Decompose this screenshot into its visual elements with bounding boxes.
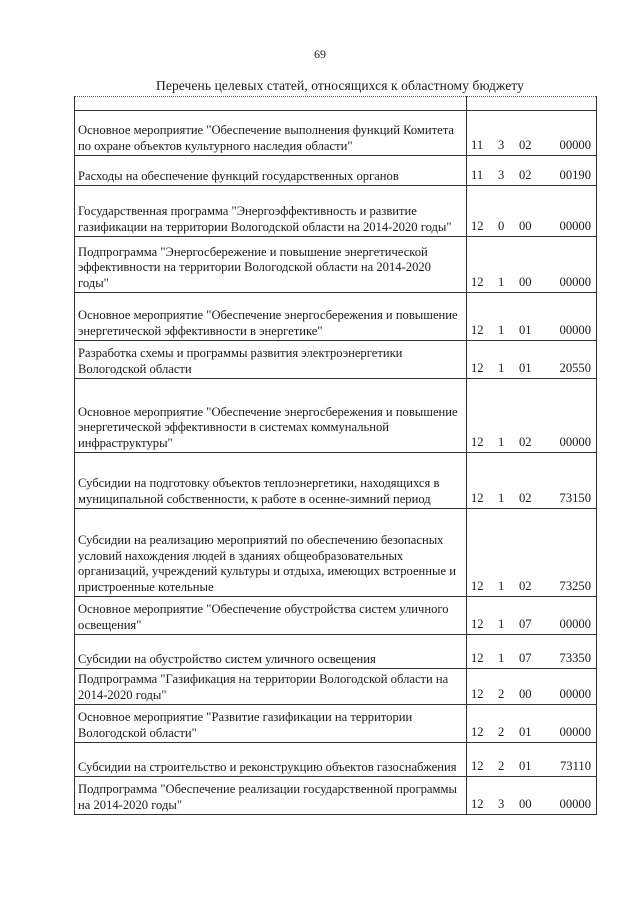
code-event: 01 [519, 758, 532, 773]
code-program: 11 [471, 167, 484, 182]
target-articles-table [74, 96, 597, 815]
code-program: 12 [471, 616, 484, 631]
row-name: Основное мероприятие "Обеспечение энергосбережения и повышение энергетической эффективности в системах коммунальной инфраструктуры" [75, 379, 467, 453]
code-subprogram: 0 [498, 218, 505, 233]
code-event: 01 [519, 322, 532, 337]
code-direction: 00000 [559, 686, 591, 701]
row-name: Государственная программа "Энергоэффективность и развитие газификации на территории Вологодской области на 2014-2020 годы" [75, 186, 467, 237]
row-name: Субсидии на реализацию мероприятий по обеспечению безопасных условий нахождения людей в зданиях общеобразовательных организаций, учреждений культуры и отдыха, имеющих встроенные и пристроенные котельные [75, 509, 467, 597]
code-event: 00 [519, 796, 532, 811]
code-direction: 00000 [559, 724, 591, 739]
code-subprogram: 3 [498, 137, 505, 152]
code-subprogram: 1 [498, 490, 505, 505]
table-row [75, 453, 597, 509]
code-event: 02 [519, 167, 532, 182]
table-row [75, 237, 597, 293]
row-name: Подпрограмма "Энергосбережение и повышение энергетической эффективности на территории Вологодской области на 2014-2020 годы" [75, 237, 467, 293]
table-row [75, 705, 597, 743]
code-program: 12 [471, 218, 484, 233]
code-direction: 00000 [559, 137, 591, 152]
row-name: Расходы на обеспечение функций государственных органов [75, 156, 467, 186]
code-event: 00 [519, 218, 532, 233]
table-row [75, 111, 597, 156]
code-direction: 00000 [559, 218, 591, 233]
code-direction: 73350 [559, 650, 591, 665]
code-subprogram: 1 [498, 322, 505, 337]
row-name: Основное мероприятие "Развитие газификации на территории Вологодской области" [75, 705, 467, 743]
row-name: Основное мероприятие "Обеспечение энергосбережения и повышение энергетической эффективности в энергетике" [75, 293, 467, 341]
table-row [75, 293, 597, 341]
row-name: Основное мероприятие "Обеспечение выполнения функций Комитета по охране объектов культурного наследия области" [75, 111, 467, 156]
row-name: Подпрограмма "Обеспечение реализации государственной программы на 2014-2020 годы" [75, 777, 467, 815]
code-direction: 20550 [559, 360, 591, 375]
table-row [75, 669, 597, 705]
code-subprogram: 2 [498, 758, 505, 773]
row-name: Подпрограмма "Газификация на территории Вологодской области на 2014-2020 годы" [75, 669, 467, 705]
code-direction: 73150 [559, 490, 591, 505]
code-event: 01 [519, 360, 532, 375]
code-direction: 00000 [559, 616, 591, 631]
code-program: 12 [471, 796, 484, 811]
code-program: 12 [471, 490, 484, 505]
code-event: 02 [519, 578, 532, 593]
code-program: 12 [471, 360, 484, 375]
table-row [75, 156, 597, 186]
code-direction: 73110 [559, 758, 591, 773]
code-subprogram: 1 [498, 578, 505, 593]
table-row [75, 186, 597, 237]
table-row [75, 509, 597, 597]
code-direction: 00190 [559, 167, 591, 182]
table-header-row [75, 97, 597, 111]
code-direction: 73250 [559, 578, 591, 593]
table-row [75, 379, 597, 453]
row-name: Основное мероприятие "Обеспечение обустройства систем уличного освещения" [75, 597, 467, 635]
code-subprogram: 1 [498, 650, 505, 665]
code-subprogram: 3 [498, 167, 505, 182]
code-event: 02 [519, 434, 532, 449]
code-event: 02 [519, 490, 532, 505]
code-event: 00 [519, 686, 532, 701]
code-program: 12 [471, 322, 484, 337]
table-row [75, 341, 597, 379]
code-program: 12 [471, 758, 484, 773]
table-row [75, 777, 597, 815]
code-direction: 00000 [559, 434, 591, 449]
code-subprogram: 1 [498, 274, 505, 289]
code-program: 12 [471, 686, 484, 701]
page-title: Перечень целевых статей, относящихся к областному бюджету [156, 78, 524, 93]
code-subprogram: 2 [498, 724, 505, 739]
code-program: 11 [471, 137, 484, 152]
row-name: Разработка схемы и программы развития электроэнергетики Вологодской области [75, 341, 467, 379]
code-program: 12 [471, 650, 484, 665]
row-name: Субсидии на обустройство систем уличного освещения [75, 635, 467, 669]
code-program: 12 [471, 434, 484, 449]
page-number: 69 [314, 47, 326, 61]
code-program: 12 [471, 724, 484, 739]
code-subprogram: 3 [498, 796, 505, 811]
code-event: 00 [519, 274, 532, 289]
code-event: 07 [519, 616, 532, 631]
code-direction: 00000 [559, 274, 591, 289]
code-subprogram: 1 [498, 360, 505, 375]
table-row [75, 743, 597, 777]
table-row [75, 635, 597, 669]
code-subprogram: 1 [498, 434, 505, 449]
code-direction: 00000 [559, 322, 591, 337]
code-event: 07 [519, 650, 532, 665]
code-event: 01 [519, 724, 532, 739]
code-subprogram: 2 [498, 686, 505, 701]
row-name: Субсидии на строительство и реконструкцию объектов газоснабжения [75, 743, 467, 777]
code-program: 12 [471, 274, 484, 289]
code-direction: 00000 [559, 796, 591, 811]
code-program: 12 [471, 578, 484, 593]
code-subprogram: 1 [498, 616, 505, 631]
table-row [75, 597, 597, 635]
row-name: Субсидии на подготовку объектов теплоэнергетики, находящихся в муниципальной собственности, к работе в осенне-зимний период [75, 453, 467, 509]
code-event: 02 [519, 137, 532, 152]
